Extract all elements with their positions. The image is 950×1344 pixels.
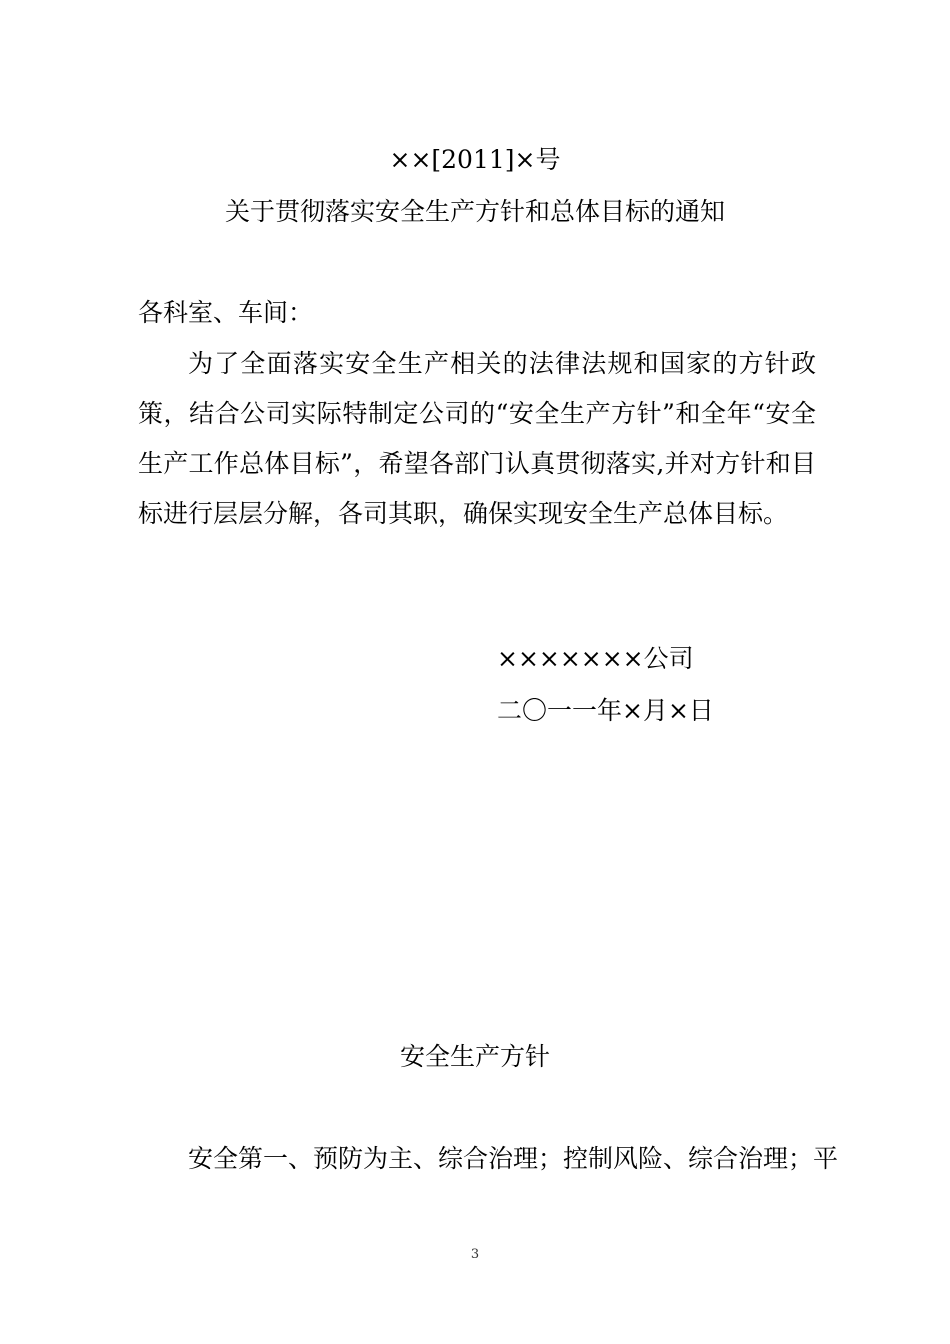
document-number: ××[2011]×号	[389, 145, 561, 174]
signature-date: 二〇一一年×月×日	[497, 696, 714, 725]
document-title: 关于贯彻落实安全生产方针和总体目标的通知	[224, 197, 725, 226]
section-text: 安全第一、预防为主、综合治理；控制风险、综合治理；平	[188, 1144, 839, 1173]
page-number: 3	[470, 1247, 480, 1262]
body-paragraph: 为了全面落实安全生产相关的法律法规和国家的方针政策，结合公司实际特制定公司的“安全生产方针”和全年“安全生产工作总体目标”，希望各部门认真贯彻落实,并对方针和目标进行层层分解，各司其职，确保实现安全生产总体目标。	[138, 349, 816, 528]
signature-company: ×××××××公司	[497, 644, 694, 673]
salutation: 各科室、车间：	[138, 298, 314, 327]
section-title: 安全生产方针	[399, 1042, 550, 1071]
